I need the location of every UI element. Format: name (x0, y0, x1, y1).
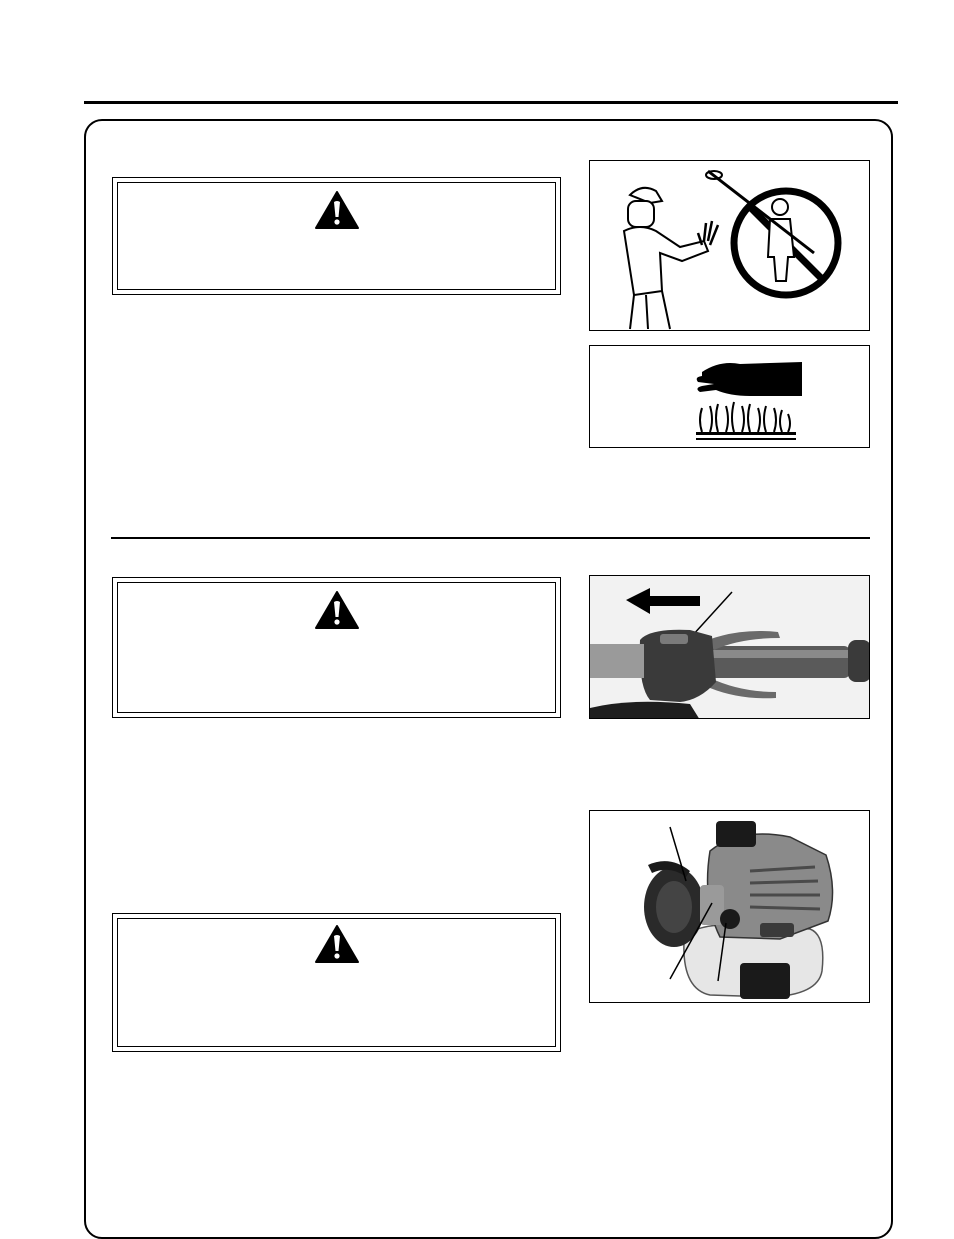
figure-throttle-handle (589, 575, 870, 719)
figure-hot-surface (589, 345, 870, 448)
warning-triangle-icon (314, 590, 360, 630)
warning-triangle-icon (314, 190, 360, 230)
engine-photo (590, 811, 870, 1003)
warning-box-2 (112, 577, 561, 718)
section-divider (111, 537, 870, 539)
warning-triangle-icon (314, 924, 360, 964)
warning-box-1 (112, 177, 561, 295)
figure-keep-bystanders-away (589, 160, 870, 331)
keep-bystanders-away-icon (590, 161, 870, 331)
hot-surface-hand-icon (590, 346, 870, 448)
warning-box-3 (112, 913, 561, 1052)
top-rule (84, 101, 898, 104)
throttle-handle-photo (590, 576, 870, 719)
figure-engine (589, 810, 870, 1003)
